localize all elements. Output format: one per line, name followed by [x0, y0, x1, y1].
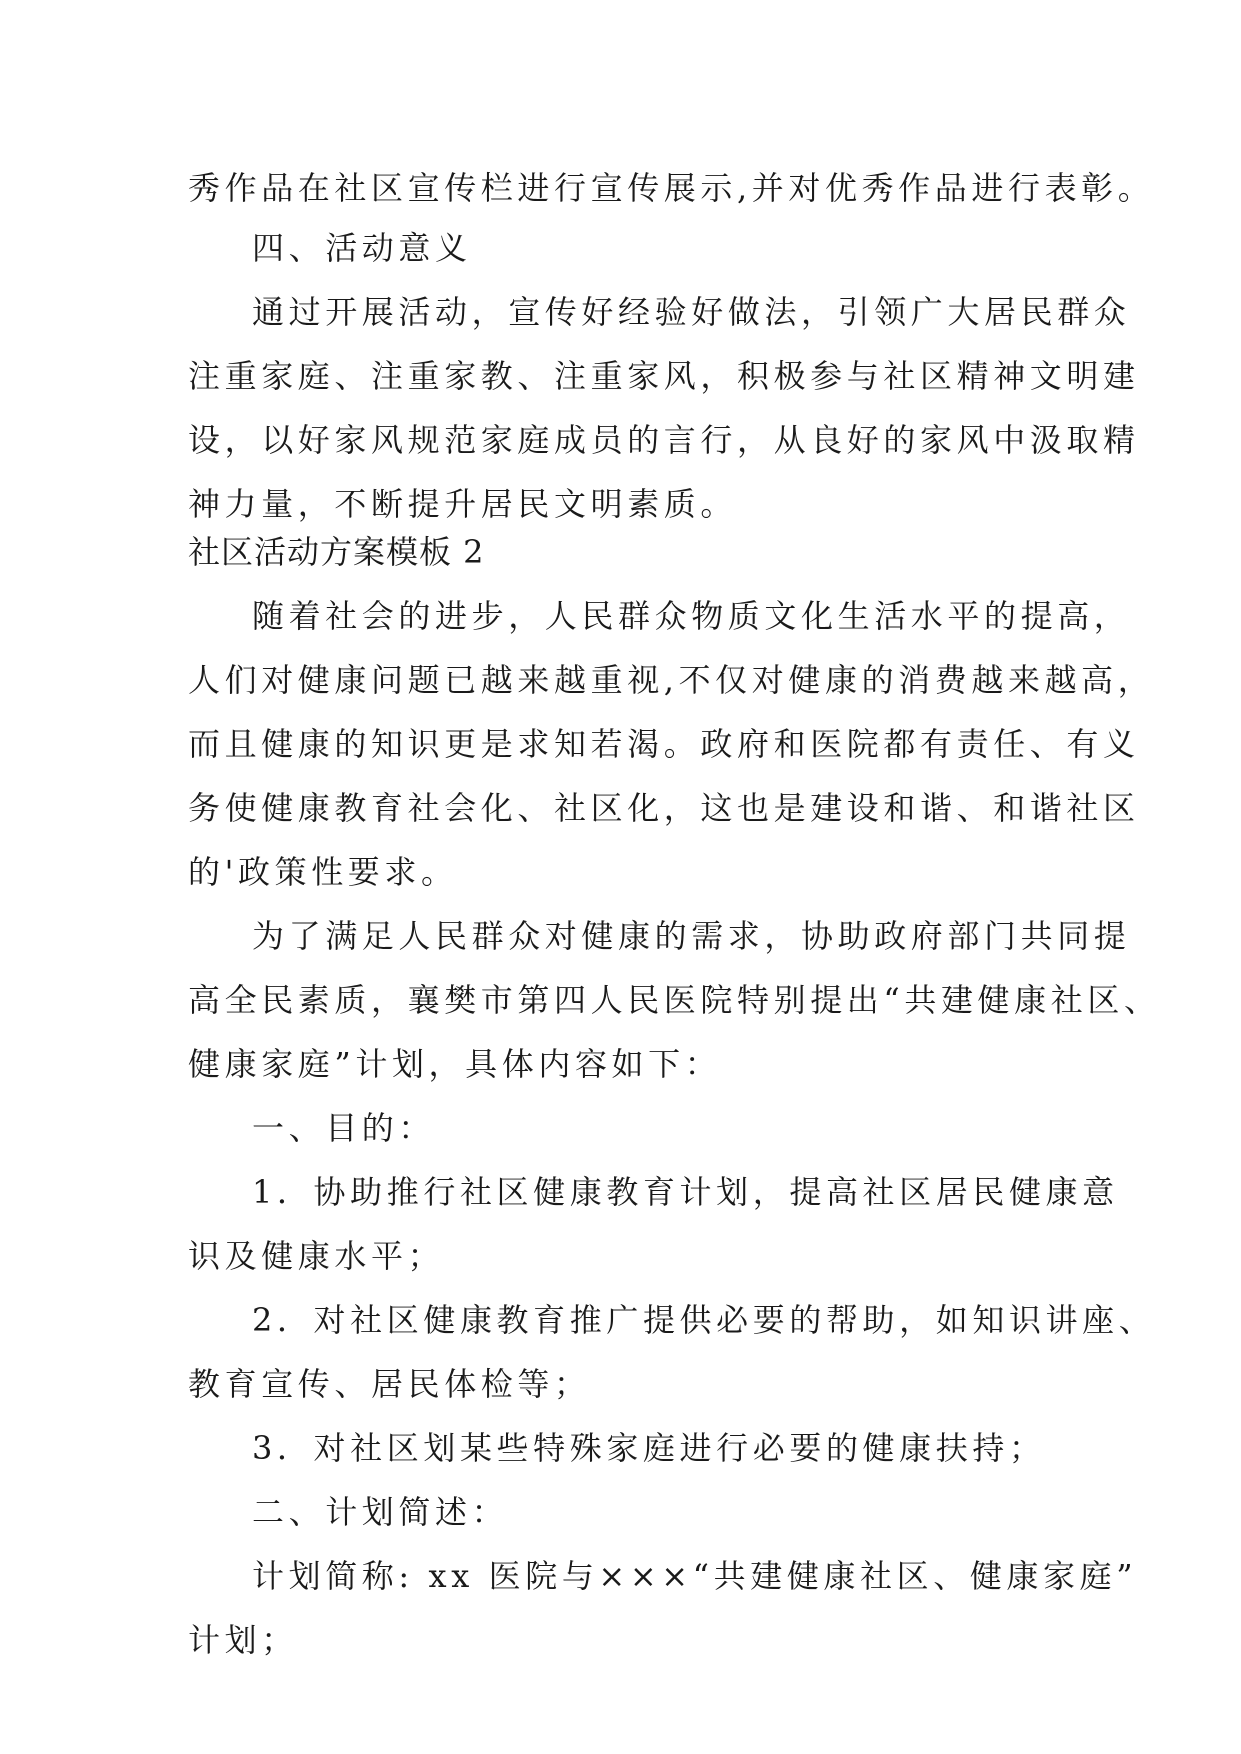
list-item-continuation: 识及健康水平； [188, 1237, 445, 1275]
paragraph-line: 随着社会的进步，人民群众物质文化生活水平的提高， [252, 597, 1131, 635]
document-subtitle: 社区活动方案模板 2 [188, 533, 485, 571]
paragraph-line: 秀作品在社区宣传栏进行宣传展示,并对优秀作品进行表彰。 [188, 169, 1155, 207]
paragraph-line: 设，以好家风规范家庭成员的言行，从良好的家风中汲取精 [188, 421, 1140, 459]
paragraph-line: 计划； [188, 1621, 298, 1659]
list-item: 3．对社区划某些特殊家庭进行必要的健康扶持； [252, 1429, 1046, 1467]
paragraph-line: 为了满足人民群众对健康的需求，协助政府部门共同提 [252, 917, 1131, 955]
paragraph-line: 通过开展活动，宣传好经验好做法，引领广大居民群众 [252, 293, 1131, 331]
section-heading: 二、计划简述： [252, 1493, 509, 1531]
paragraph-line: 健康家庭”计划，具体内容如下： [188, 1045, 722, 1083]
list-item: 1．协助推行社区健康教育计划，提高社区居民健康意 [252, 1173, 1119, 1211]
section-heading: 一、目的： [252, 1109, 436, 1147]
paragraph-line: 务使健康教育社会化、社区化，这也是建设和谐、和谐社区 [188, 789, 1140, 827]
paragraph-line: 高全民素质，襄樊市第四人民医院特别提出“共建健康社区、 [188, 981, 1161, 1019]
list-item: 2．对社区健康教育推广提供必要的帮助，如知识讲座、 [252, 1301, 1156, 1339]
paragraph-line: 注重家庭、注重家教、注重家风，积极参与社区精神文明建 [188, 357, 1140, 395]
paragraph-line: 的'政策性要求。 [188, 853, 458, 891]
section-heading: 四、活动意义 [252, 229, 472, 267]
paragraph-line: 神力量，不断提升居民文明素质。 [188, 485, 738, 523]
list-item-continuation: 教育宣传、居民体检等； [188, 1365, 591, 1403]
paragraph-line: 人们对健康问题已越来越重视,不仅对健康的消费越来越高， [188, 661, 1155, 699]
paragraph-line: 计划简称: xx 医院与×××“共建健康社区、健康家庭” [252, 1557, 1138, 1595]
paragraph-line: 而且健康的知识更是求知若渴。政府和医院都有责任、有义 [188, 725, 1140, 763]
